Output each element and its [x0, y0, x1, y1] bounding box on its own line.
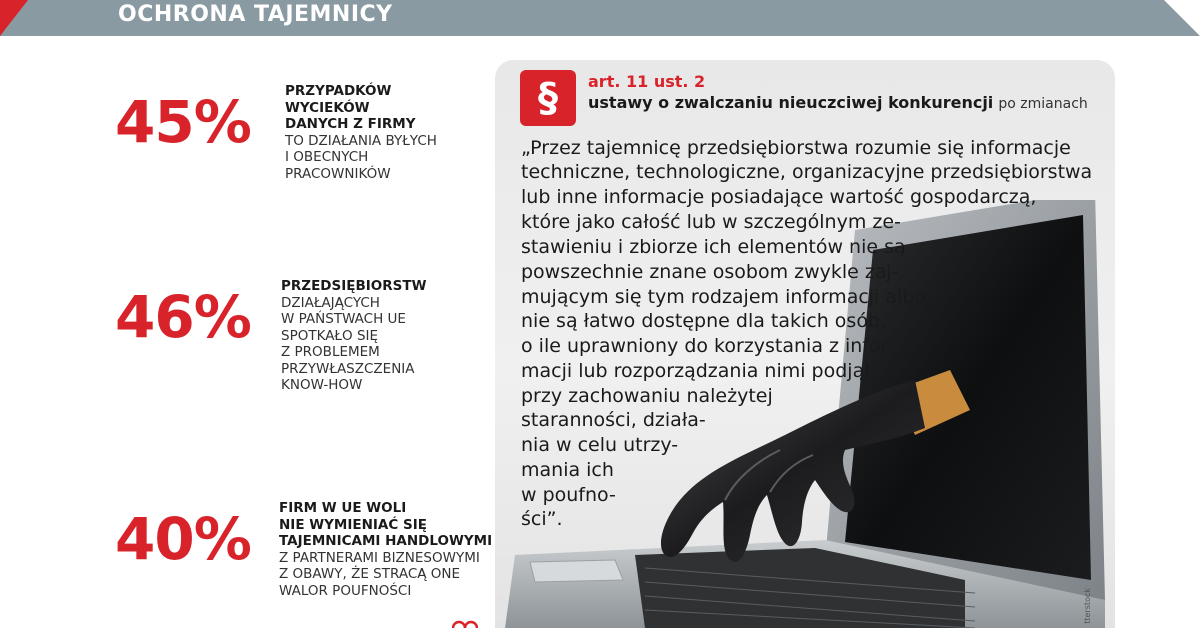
stat-bold-line: FIRM W UE WOLI [279, 500, 407, 516]
quote-line: mania ich [521, 459, 614, 481]
stat-line: W PAŃSTWACH UE [281, 311, 406, 327]
page-title: OCHRONA TAJEMNICY [118, 2, 393, 27]
header-corner-cut [1164, 0, 1200, 36]
stat-value: 40% [115, 505, 251, 573]
quote-line: nia w celu utrzy- [521, 434, 679, 456]
stat-line: PRZYWŁASZCZENIA [281, 360, 415, 377]
quote-line: „Przez tajemnicę przedsiębiorstwa rozumie się informacje [521, 137, 1071, 159]
quote-line: nie są łatwo dostępne dla takich osób, [521, 310, 887, 332]
stat-value: 46% [115, 283, 251, 351]
stat-line: I OBECNYCH [285, 149, 369, 165]
paragraph-sign-icon: § [520, 70, 576, 126]
photo-credit: tterstock [1083, 588, 1092, 624]
quote-line: o ile uprawniony do korzystania z infor- [521, 335, 895, 357]
stat-bold-line: PRZEDSIĘBIORSTW [281, 278, 427, 294]
quote-line: lub inne informacje posiadające wartość gospodarczą, [521, 186, 1037, 208]
stat-line: KNOW-HOW [281, 377, 363, 393]
quote-line: w poufno- [521, 484, 616, 506]
quote-line: staranności, działa- [521, 409, 706, 431]
stat-bold-line: DANYCH Z FIRMY [285, 116, 416, 132]
stat-description [279, 500, 492, 599]
legal-reference [588, 72, 1088, 115]
stat-bold-line: NIE WYMIENIAĆ SIĘ [279, 516, 427, 533]
quote-line: przy zachowaniu należytej [521, 385, 773, 407]
stat-line: SPOTKAŁO SIĘ [281, 327, 379, 344]
quote-line: techniczne, technologiczne, organizacyjne przedsiębiorstwa [521, 161, 1093, 183]
stat-line: TO DZIAŁANIA BYŁYCH [285, 132, 437, 149]
act-line [588, 92, 1088, 115]
publisher-logo-mark [452, 618, 478, 628]
header-accent [0, 0, 28, 36]
stat-line: PRACOWNIKÓW [285, 165, 391, 182]
quote-line: które jako całość lub w szczególnym ze- [521, 211, 901, 233]
quote-line: macji lub rozporządzania nimi podjął, [521, 360, 876, 382]
quote-line: ści”. [521, 508, 563, 530]
stat-bold-line: TAJEMNICAMI HANDLOWYMI [279, 533, 493, 549]
stat-line: DZIAŁAJĄCYCH [281, 294, 380, 311]
quote-line: stawieniu i zbiorze ich elementów nie są [521, 236, 906, 258]
amendment-note: po zmianach [998, 96, 1088, 112]
stat-bold-line: WYCIEKÓW [285, 99, 370, 116]
stat-description [285, 83, 437, 182]
quote-line: powszechnie znane osobom zwykle zaj- [521, 261, 899, 283]
act-name: ustawy o zwalczaniu nieuczciwej konkurencji [588, 93, 994, 112]
stat-description [281, 278, 426, 394]
stat-line: Z PARTNERAMI BIZNESOWYMI [279, 549, 480, 566]
stat-line: Z OBAWY, ŻE STRACĄ ONE [279, 566, 461, 582]
stat-line: WALOR POUFNOŚCI [279, 582, 412, 599]
quote-line: mującym się tym rodzajem informacji albo [521, 286, 926, 308]
stat-bold-line: PRZYPADKÓW [285, 83, 392, 99]
stat-line: Z PROBLEMEM [281, 344, 380, 360]
stat-value: 45% [115, 88, 251, 156]
article-number: art. 11 ust. 2 [588, 72, 706, 91]
